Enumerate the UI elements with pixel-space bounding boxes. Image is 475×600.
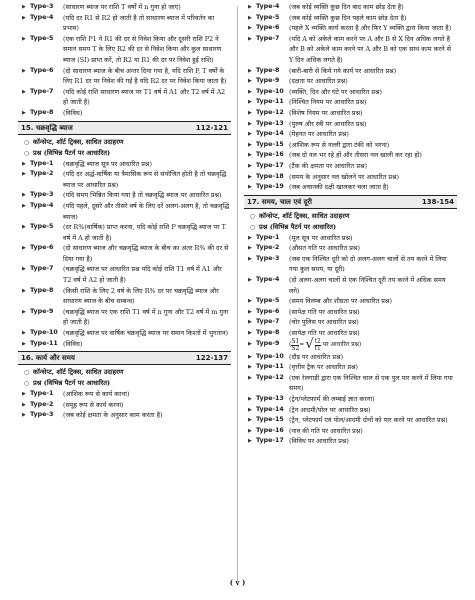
triangle-bullet-icon: ▶ — [248, 298, 252, 305]
type-label: Type-4 — [30, 201, 54, 209]
section-pages: 138-154 — [421, 197, 454, 206]
type-label: Type-2 — [30, 400, 54, 408]
type-description: (पहले X व्यक्ति कार्य करता है और फिर Y व्यक्ति द्वारा किया जाता है) — [289, 24, 452, 33]
type-label: Type-11 — [30, 339, 58, 347]
triangle-bullet-icon: ▶ — [22, 401, 26, 408]
type-row — [244, 415, 457, 426]
type-description: (जब कोई व्यक्ति कुछ दिन बाद काम छोड़ देता है) — [289, 3, 404, 11]
type-label: Type-7 — [256, 34, 280, 42]
type-label: Type-4 — [256, 3, 280, 10]
type-row — [244, 87, 457, 98]
type-row — [244, 254, 457, 275]
type-label: Type-14 — [256, 130, 284, 138]
circle-bullet-icon: ○ — [24, 369, 30, 377]
circle-bullet-icon: ○ — [250, 212, 256, 220]
type-label: Type-1 — [256, 233, 280, 241]
sqrt-icon: √ — [305, 337, 314, 353]
triangle-bullet-icon: ▶ — [248, 406, 252, 413]
type-label: Type-9 — [256, 77, 280, 85]
triangle-bullet-icon: ▶ — [22, 35, 26, 42]
triangle-bullet-icon: ▶ — [248, 25, 252, 32]
type-row — [18, 169, 231, 190]
type-description: (यदि कोई राशि साधारण ब्याज पर T1 वर्ष में A1 और T2 वर्ष में A2 हो जाती है) — [63, 87, 226, 107]
type-label: Type-5 — [256, 297, 280, 305]
section-15-heading — [18, 121, 231, 135]
type-row — [244, 182, 457, 193]
section-16-list — [18, 389, 231, 421]
type-description: (सापेक्ष गति पर आधारित प्रश्न) — [289, 307, 360, 316]
triangle-bullet-icon: ▶ — [248, 141, 252, 148]
triangle-bullet-icon: ▶ — [22, 160, 26, 167]
type-row — [18, 159, 231, 170]
type-description: (चक्रवृद्धि ब्याज सूत्र पर आधारित प्रश्न) — [63, 159, 152, 168]
type-description: (विविध) — [63, 108, 83, 117]
type-row — [244, 2, 457, 13]
type-label: Type-7 — [30, 265, 54, 273]
type-description: (दो अलग-अलग चालों से एक निश्चित दूरी तय करने में अधिक समय लगे) — [289, 276, 446, 295]
type-description: (चक्रवृद्धि ब्याज पर वार्षिक चक्रवृद्धि ब्याज पर समान किश्तों में भुगतान) — [63, 329, 228, 338]
type-label: Type-3 — [30, 411, 54, 419]
triangle-bullet-icon: ▶ — [248, 396, 252, 402]
triangle-bullet-icon: ▶ — [248, 78, 252, 85]
type-description: (समय के अनुसार नल खोलने पर आधारित प्रश्न) — [289, 172, 400, 181]
type-label: Type-10 — [30, 329, 58, 337]
section-16-bullets — [18, 367, 231, 389]
triangle-bullet-icon: ▶ — [22, 67, 26, 74]
type-row — [244, 233, 457, 244]
type-row — [244, 140, 457, 151]
formula-t2: t2 — [314, 337, 321, 345]
type-label: Type-8 — [30, 108, 54, 116]
triangle-bullet-icon: ▶ — [248, 173, 252, 180]
type-description: (औसत गति पर आधारित प्रश्न) — [289, 244, 360, 253]
concept-bullet — [18, 137, 231, 148]
triangle-bullet-icon: ▶ — [22, 340, 26, 347]
triangle-bullet-icon: ▶ — [248, 234, 252, 241]
type-label: Type-15 — [256, 416, 284, 424]
type-row — [18, 328, 231, 339]
section-title: 16. कार्य और समय — [21, 354, 75, 363]
type-description: (मूल सूत्र पर आधारित प्रश्न) — [289, 233, 353, 242]
type-row — [18, 34, 231, 66]
type-label: Type-1 — [30, 390, 54, 398]
type-label: Type-13 — [256, 119, 284, 127]
type-label: Type-13 — [256, 395, 284, 402]
type-description: (जब अचानकी दक्षी खालकर चला जाता है) — [289, 183, 389, 192]
triangle-bullet-icon: ▶ — [22, 88, 26, 95]
type-description: (निश्चित नियम पर आधारित प्रश्न) — [289, 98, 367, 107]
type-description: (चक्रवृद्धि ब्याज पर एक राशि T1 वर्ष में n गुना और T2 वर्ष में m गुना हो जाती है) — [63, 307, 229, 327]
type-row — [244, 339, 457, 352]
type-label: Type-16 — [256, 151, 284, 159]
speed-time-formula: ( S1 S2 = √ t2 t1 पर आधारित प्रश्न) — [289, 337, 362, 353]
type-description: (किसी राशि के लिए 2 वर्ष के लिए R% दर पर चक्रवृद्धि ब्याज और साधारण ब्याज के बीच सम्बन्ध) — [63, 286, 219, 306]
type-description: (दो साधारण ब्याज और चक्रवृद्धि ब्याज के बीच का अंतर R% की दर से दिया गया है) — [63, 244, 229, 263]
type-label: Type-5 — [256, 13, 280, 21]
circle-bullet-icon: ○ — [24, 149, 30, 157]
type-label: Type-10 — [256, 352, 284, 360]
type-row — [244, 172, 457, 183]
type-description: (नाव की गति पर आधारित प्रश्न) — [289, 426, 363, 435]
concept-bullet — [18, 378, 231, 389]
triangle-bullet-icon: ▶ — [248, 364, 252, 371]
triangle-bullet-icon: ▶ — [248, 14, 252, 21]
type-row — [18, 190, 231, 201]
type-row — [244, 405, 457, 416]
left-before-list — [18, 2, 231, 119]
formula-s2: S2 — [291, 344, 300, 352]
type-description: (जब कोई व्यक्ति कुछ दिन पहले काम छोड़ देता है) — [289, 13, 407, 22]
type-description: (टैंक की क्षमता पर आधारित प्रश्न) — [289, 161, 367, 170]
section-15-list — [18, 159, 231, 350]
triangle-bullet-icon: ▶ — [248, 330, 252, 337]
type-description: (विविध) — [63, 339, 83, 348]
type-description: (आंशिक रूप से कार्य करना) — [63, 390, 130, 399]
type-description: (विविध पर आधारित प्रश्न) — [289, 437, 349, 446]
triangle-bullet-icon: ▶ — [248, 162, 252, 169]
type-label: Type-7 — [30, 87, 54, 95]
triangle-bullet-icon: ▶ — [248, 88, 252, 95]
type-description: (यदि समय भिन्नित किया गया है तो चक्रवृद्धि ब्याज पर आधारित प्रश्न) — [63, 191, 222, 200]
type-description: (जब दो नल भर रहे हों और तीसरा नल खाली कर रहा हो) — [289, 151, 422, 160]
type-label: Type-10 — [256, 87, 284, 95]
triangle-bullet-icon: ▶ — [248, 427, 252, 434]
type-label: Type-8 — [256, 66, 280, 74]
type-row — [244, 97, 457, 108]
type-row — [18, 13, 231, 34]
type-description: (यदि पहले, दूसरे और तीसरे वर्ष के लिए दरें अलग-अलग है, तो चक्रवृद्धि ब्याज) — [63, 201, 230, 221]
type-row — [18, 264, 231, 285]
type-description: (समूह रूप से कार्य करना) — [63, 400, 124, 409]
page-number: ( v ) — [229, 578, 246, 587]
type-label: Type-16 — [256, 426, 284, 434]
type-row — [244, 129, 457, 140]
type-row — [244, 317, 457, 328]
type-row — [18, 307, 231, 328]
right-column — [244, 2, 457, 447]
type-description: (चक्रवृद्धि ब्याज पर आधारित प्रश्न यदि कोई राशि T1 वर्ष में A1 और T2 वर्ष में A2 हो जाती है) — [63, 265, 222, 285]
type-row — [18, 410, 231, 421]
triangle-bullet-icon: ▶ — [248, 319, 252, 326]
type-label: Type-4 — [30, 13, 54, 21]
triangle-bullet-icon: ▶ — [22, 266, 26, 273]
type-row — [18, 87, 231, 108]
triangle-bullet-icon: ▶ — [22, 412, 26, 419]
type-description: (ट्रेन, प्लेटफार्म एवं पोल/आदमी दोनों को पार करने पर आधारित प्रश्न) — [289, 416, 448, 425]
triangle-bullet-icon: ▶ — [22, 14, 26, 21]
type-description: (ट्रेन/प्लेटफार्म की लम्बाई ज्ञात करना) — [289, 395, 375, 403]
type-description: (साधारण ब्याज पर राशि T वर्षों में n गुना हो जाए) — [63, 3, 181, 11]
triangle-bullet-icon: ▶ — [248, 308, 252, 315]
type-row — [18, 400, 231, 411]
type-label: Type-5 — [30, 34, 54, 42]
type-row — [244, 296, 457, 307]
type-description: (वृत्तीय ट्रैक पर आधारित प्रश्न) — [289, 363, 358, 372]
triangle-bullet-icon: ▶ — [248, 417, 252, 424]
type-row — [18, 286, 231, 307]
section-17-bullets — [244, 211, 457, 233]
formula-suffix: पर आधारित प्रश्न) — [322, 340, 362, 348]
bullet-text: कॉन्सेप्ट, शॉर्ट ट्रिक्स, साधित उदाहरण — [33, 368, 124, 377]
type-label: Type-9 — [30, 307, 54, 315]
type-description: (दर R%(वार्षिक) प्राप्त करना, यदि कोई राशि P चक्रवृद्धि ब्याज पर T वर्ष में A हो जाती है) — [63, 223, 226, 242]
type-description: (आंशिक रूप से नल्ली द्वारा टंकी को भरना) — [289, 140, 390, 149]
concept-bullet — [18, 367, 231, 378]
type-label: Type-1 — [30, 159, 54, 167]
type-description: (दो साधारण ब्याज के बीच अन्तर दिया गया है, यदि राशि P, T वर्षों के लिए R1 दर पर निवेश की गई है यदि R2 दर पर निवेश किया जाता है) — [63, 66, 227, 86]
section-16-heading — [18, 351, 231, 365]
triangle-bullet-icon: ▶ — [248, 99, 252, 106]
type-description: (एक राशि P1 ने R1 की दर से निवेश किया और दूसरी राशि P2 ने समान समय T के लिए R2 की दर से निवेश किया और कुल साधारण ब्याज (SI) प्राप्त करें, तो R2 या R1 की दर पर निवेश हुई राशि) — [63, 34, 222, 64]
bullet-text: प्रश्न (विभिन्न पैटर्न पर आधारित) — [259, 222, 337, 231]
triangle-bullet-icon: ▶ — [248, 152, 252, 159]
triangle-bullet-icon: ▶ — [22, 109, 26, 116]
type-label: Type-19 — [256, 183, 284, 191]
left-column — [18, 2, 231, 421]
type-description: (दौड़ पर आधारित प्रश्न) — [289, 352, 343, 361]
type-row — [244, 307, 457, 318]
type-description: (बारी-बारी से किये गये कार्य पर आधारित प्रश्न) — [289, 66, 397, 75]
bullet-text: कॉन्सेप्ट, शॉर्ट ट्रिक्स, साधित उदाहरण — [259, 211, 350, 220]
type-label: Type-6 — [30, 66, 54, 74]
type-label: Type-6 — [256, 307, 280, 315]
type-formula — [289, 339, 457, 352]
section-title: 17. समय, चाल एवं दूरी — [247, 197, 312, 206]
type-row — [244, 23, 457, 34]
triangle-bullet-icon: ▶ — [248, 340, 252, 347]
triangle-bullet-icon: ▶ — [22, 308, 26, 315]
concept-bullet — [244, 222, 457, 233]
type-label: Type-18 — [256, 172, 284, 180]
triangle-bullet-icon: ▶ — [248, 374, 252, 381]
type-row — [244, 161, 457, 172]
type-label: Type-3 — [256, 254, 280, 262]
type-label: Type-8 — [256, 329, 280, 337]
triangle-bullet-icon: ▶ — [22, 287, 26, 294]
circle-bullet-icon: ○ — [24, 380, 30, 388]
triangle-bullet-icon: ▶ — [22, 224, 26, 231]
type-row — [244, 362, 457, 373]
concept-bullet — [18, 148, 231, 159]
type-description: (मेहनत पर आधारित प्रश्न) — [289, 130, 349, 139]
type-row — [244, 66, 457, 77]
triangle-bullet-icon: ▶ — [22, 171, 26, 178]
type-label: Type-14 — [256, 405, 284, 413]
circle-bullet-icon: ○ — [250, 223, 256, 231]
triangle-bullet-icon: ▶ — [248, 184, 252, 191]
type-description: (सापेक्ष गति पर आधारित प्रश्न) — [289, 329, 360, 338]
type-label: Type-11 — [256, 363, 284, 371]
triangle-bullet-icon: ▶ — [22, 4, 26, 10]
triangle-bullet-icon: ▶ — [248, 35, 252, 42]
type-label: Type-12 — [256, 108, 284, 116]
type-label: Type-17 — [256, 161, 284, 169]
type-description: (समय विलम्ब और शीघ्रता पर आधारित प्रश्न) — [289, 297, 392, 306]
triangle-bullet-icon: ▶ — [22, 192, 26, 199]
triangle-bullet-icon: ▶ — [22, 202, 26, 209]
triangle-bullet-icon: ▶ — [248, 353, 252, 360]
type-label: Type-5 — [30, 223, 54, 231]
type-row — [244, 76, 457, 87]
type-row — [244, 373, 457, 394]
type-row — [244, 108, 457, 119]
concept-bullet — [244, 211, 457, 222]
triangle-bullet-icon: ▶ — [248, 4, 252, 10]
type-description: (ट्रेन आदमी/पोल पर आधारित प्रश्न) — [289, 405, 371, 414]
type-row — [244, 436, 457, 447]
column-divider — [237, 6, 238, 581]
section-17-list-b — [244, 352, 457, 447]
type-label: Type-11 — [256, 98, 284, 106]
circle-bullet-icon: ○ — [24, 138, 30, 146]
type-label: Type-12 — [256, 373, 284, 381]
type-label: Type-8 — [30, 286, 54, 294]
type-row — [18, 201, 231, 222]
type-row — [244, 119, 457, 130]
type-row — [244, 275, 457, 296]
bullet-text: प्रश्न (विभिन्न पैटर्न पर आधारित) — [33, 148, 111, 157]
bullet-text: प्रश्न (विभिन्न पैटर्न पर आधारित) — [33, 379, 111, 388]
type-description: (दक्षता पर आधारित प्रश्न) — [289, 77, 348, 86]
type-row — [18, 339, 231, 350]
type-label: Type-2 — [256, 244, 280, 252]
bullet-text: कॉन्सेप्ट, शॉर्ट ट्रिक्स, साधित उदाहरण — [33, 137, 124, 146]
section-title: 15. चक्रवृद्धि ब्याज — [21, 123, 73, 132]
type-row — [18, 222, 231, 243]
type-description: (विशेष नियम पर आधारित प्रश्न) — [289, 108, 363, 117]
type-description: (यदि दर R1 से R2 हो जाती है तो साधारण ब्याज में परिवर्तन का प्रभाव) — [63, 13, 215, 33]
type-description: (पुरुष और स्त्री पर आधारित प्रश्न) — [289, 119, 367, 128]
section-17-list-a — [244, 233, 457, 339]
type-description: (यदि A को अकेले काम करने पर A और B से X दिन अधिक लगते है और B को अकेले काम करने पर A और B को एक साथ काम करने से Y दिन अधिक लगते है) — [289, 34, 452, 64]
section-15-bullets — [18, 137, 231, 159]
type-description: (व्यक्ति, दिन और घंटे पर आधारित प्रश्न) — [289, 87, 382, 96]
type-description: (चोर पुलिस पर आधारित प्रश्न) — [289, 318, 359, 327]
type-row — [244, 150, 457, 161]
type-label: Type-4 — [256, 276, 280, 284]
triangle-bullet-icon: ▶ — [248, 120, 252, 127]
type-row — [18, 66, 231, 87]
triangle-bullet-icon: ▶ — [248, 255, 252, 262]
type-row — [18, 243, 231, 264]
triangle-bullet-icon: ▶ — [22, 245, 26, 252]
type-description: (जब एक निश्चित दूरी को दो अलग-अलग चालों से तय करने में लिया गया कुल समय, या दूरी) — [289, 254, 447, 274]
triangle-bullet-icon: ▶ — [248, 67, 252, 74]
type-label: Type-3 — [30, 3, 54, 10]
formula-s1: S1 — [291, 337, 300, 345]
type-label: Type-6 — [30, 244, 54, 252]
type-description: (जब कोई क्षमता के अनुसार काम करता है) — [63, 411, 163, 420]
triangle-bullet-icon: ▶ — [22, 330, 26, 337]
triangle-bullet-icon: ▶ — [248, 245, 252, 252]
type-description: (एक रेलगाड़ी द्वारा एक निश्चित चाल से एक पुल पार करने में लिया गया समय) — [289, 373, 453, 393]
type-row — [244, 243, 457, 254]
type-label: Type-7 — [256, 318, 280, 326]
triangle-bullet-icon: ▶ — [248, 131, 252, 138]
type-label: Type-6 — [256, 24, 280, 32]
type-row — [18, 2, 231, 13]
type-description: (यदि दर अर्द्ध-वार्षिक या त्रैमासिक रूप से संयोजित होती है तो चक्रवृद्धि ब्याज पर आधारित प्रश्न) — [63, 170, 227, 189]
type-row — [244, 394, 457, 405]
section-17-heading — [244, 195, 457, 209]
section-pages: 112-121 — [195, 123, 228, 132]
triangle-bullet-icon: ▶ — [248, 277, 252, 284]
type-label: Type-3 — [30, 191, 54, 199]
type-row — [18, 389, 231, 400]
triangle-bullet-icon: ▶ — [248, 438, 252, 445]
type-row — [244, 352, 457, 363]
triangle-bullet-icon: ▶ — [22, 391, 26, 398]
type-row — [244, 328, 457, 339]
type-row — [244, 426, 457, 437]
section-16-continued-list — [244, 2, 457, 193]
type-row — [244, 34, 457, 66]
type-row — [18, 108, 231, 119]
type-row — [244, 13, 457, 24]
formula-t1: t1 — [314, 344, 321, 352]
type-label: Type-15 — [256, 140, 284, 148]
type-label: Type-17 — [256, 437, 284, 445]
type-label: Type-9 — [256, 339, 280, 347]
section-pages: 122-137 — [195, 354, 228, 363]
type-label: Type-2 — [30, 170, 54, 178]
triangle-bullet-icon: ▶ — [248, 109, 252, 116]
